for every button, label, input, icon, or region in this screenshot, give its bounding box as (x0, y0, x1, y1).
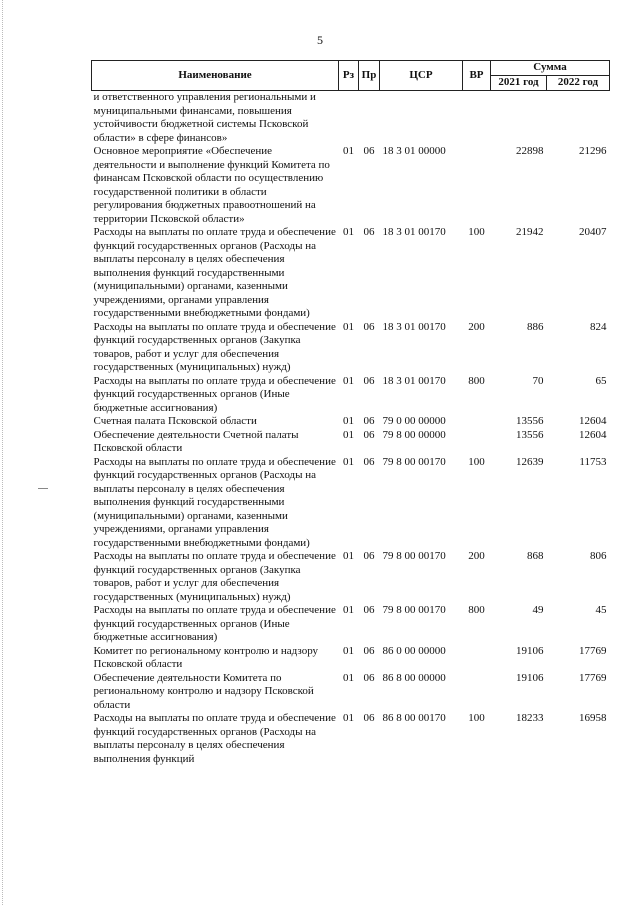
cell-vr: 100 (468, 226, 485, 238)
cell-csr: 79 8 00 00170 (382, 604, 446, 616)
cell-name: Расходы на выплаты по оплате труда и обеспечение функций государственных органов (Иные бюджетные ассигнования) (93, 604, 336, 643)
cell-pr: 06 (363, 428, 375, 441)
cell-sum-2021: 70 (532, 374, 544, 387)
cell-name: Расходы на выплаты по оплате труда и обеспечение функций государственных органов (Иные бюджетные ассигнования) (93, 374, 336, 414)
table-row (92, 456, 610, 551)
cell-sum-2021: 21942 (516, 226, 544, 238)
cell-vr (463, 645, 491, 672)
header-sum: Сумма (491, 61, 610, 76)
cell-pr: 06 (363, 415, 375, 427)
cell-csr (380, 91, 463, 146)
cell-pr: 06 (363, 644, 375, 657)
cell-vr: 200 (468, 550, 485, 562)
table-row (92, 226, 610, 321)
cell-pr: 06 (363, 550, 375, 562)
cell-sum-2021: 13556 (516, 428, 544, 441)
table-row (92, 145, 610, 226)
cell-rz (339, 91, 359, 146)
cell-name: и ответственного управления региональными и муниципальными финансами, повышения устойчивости бюджетной системы Псковской области» в сфере финансов» (93, 91, 316, 144)
cell-rz: 01 (343, 415, 354, 427)
table-row (92, 672, 610, 713)
cell-pr (359, 91, 380, 146)
table-row (92, 375, 610, 416)
cell-rz: 01 (343, 226, 354, 238)
cell-vr (463, 415, 491, 429)
cell-vr (463, 429, 491, 456)
cell-sum-2022: 824 (590, 320, 607, 333)
scan-edge (2, 0, 4, 905)
budget-table-container (91, 60, 609, 766)
cell-sum-2021: 13556 (516, 415, 544, 427)
cell-csr: 18 3 01 00170 (382, 374, 446, 387)
page-number: 5 (317, 33, 323, 47)
cell-pr: 06 (363, 226, 375, 238)
cell-sum-2021: 19106 (516, 644, 544, 657)
cell-rz: 01 (343, 712, 354, 724)
cell-name: Расходы на выплаты по оплате труда и обеспечение функций государственных органов (Закупка товаров, работ и услуг для обеспечения государственных (муниципальных) нужд) (93, 550, 336, 603)
cell-pr: 06 (363, 374, 375, 387)
cell-sum-2022: 45 (595, 604, 607, 616)
cell-csr: 86 0 00 00000 (382, 644, 446, 657)
cell-rz: 01 (343, 671, 354, 684)
cell-rz: 01 (343, 374, 354, 387)
cell-sum-2022: 21296 (579, 145, 607, 157)
cell-sum-2021: 18233 (516, 712, 544, 724)
cell-sum-2021 (491, 91, 547, 146)
cell-rz: 01 (343, 644, 354, 657)
cell-pr: 06 (363, 712, 375, 724)
cell-sum-2021: 886 (527, 320, 544, 333)
table-row (92, 712, 610, 766)
cell-rz: 01 (343, 455, 354, 468)
cell-name: Расходы на выплаты по оплате труда и обеспечение функций государственных органов (Расходы на выплаты персоналу в целях обеспечения выполнения функций государственными (муниципальными) органами, казенными учреждениями, органами управления государственными внебюджетными фондами) (93, 226, 336, 319)
cell-vr: 100 (468, 712, 485, 724)
cell-csr: 79 8 00 00170 (382, 550, 446, 562)
table-body (92, 91, 610, 767)
table-row (92, 604, 610, 645)
cell-vr: 200 (468, 320, 485, 333)
cell-rz: 01 (343, 604, 354, 616)
cell-vr (463, 145, 491, 226)
cell-sum-2021: 19106 (516, 671, 544, 684)
table-row (92, 321, 610, 375)
cell-pr: 06 (363, 455, 375, 468)
cell-sum-2021: 12639 (516, 455, 544, 468)
cell-pr: 06 (363, 604, 375, 616)
cell-vr: 100 (468, 455, 485, 468)
cell-sum-2021: 49 (532, 604, 544, 616)
cell-sum-2022: 806 (590, 550, 607, 562)
header-name: Наименование (92, 61, 339, 91)
cell-csr: 79 0 00 00000 (382, 415, 446, 427)
header-year-2022: 2022 год (547, 76, 610, 91)
cell-sum-2022: 20407 (579, 226, 607, 238)
cell-vr (463, 91, 491, 146)
table-row (92, 550, 610, 604)
cell-rz: 01 (343, 145, 354, 157)
cell-pr: 06 (363, 145, 375, 157)
cell-sum-2021: 868 (527, 550, 544, 562)
cell-sum-2022: 65 (595, 374, 607, 387)
cell-rz: 01 (343, 550, 354, 562)
table-row (92, 429, 610, 456)
cell-name: Счетная палата Псковской области (93, 415, 257, 427)
cell-name: Расходы на выплаты по оплате труда и обеспечение функций государственных органов (Закупка товаров, работ и услуг для обеспечения государственных (муниципальных) нужд) (93, 320, 336, 373)
cell-csr: 79 8 00 00000 (382, 428, 446, 441)
header-year-2021: 2021 год (491, 76, 547, 91)
cell-vr: 800 (468, 374, 485, 387)
cell-name: Обеспечение деятельности Счетной палаты Псковской области (93, 428, 299, 454)
cell-csr: 86 8 00 00000 (382, 671, 446, 684)
cell-name: Основное мероприятие «Обеспечение деятельности и выполнение функций Комитета по финансам Псковской области по осуществлению государственной политики в области регулирования бюджетных правоотношений на территории Псковской области» (93, 145, 330, 225)
header-csr: ЦСР (380, 61, 463, 91)
table-row (92, 645, 610, 672)
cell-rz: 01 (343, 428, 354, 441)
cell-csr: 79 8 00 00170 (382, 455, 446, 468)
cell-csr: 86 8 00 00170 (382, 712, 446, 724)
cell-sum-2022: 16958 (579, 712, 607, 724)
header-rz: Рз (339, 61, 359, 91)
cell-name: Расходы на выплаты по оплате труда и обеспечение функций государственных органов (Расходы на выплаты персоналу в целях обеспечения выполнения функций (93, 712, 336, 765)
cell-sum-2022: 17769 (579, 644, 607, 657)
cell-name: Расходы на выплаты по оплате труда и обеспечение функций государственных органов (Расходы на выплаты персоналу в целях обеспечения выполнения функций государственными (муниципальными) органами, казенными учреждениями, органами управления государственными внебюджетными фондами) (93, 455, 336, 549)
table-row (92, 91, 610, 146)
cell-pr: 06 (363, 671, 375, 684)
budget-table (91, 60, 610, 766)
cell-sum-2022: 17769 (579, 671, 607, 684)
cell-sum-2022: 11753 (579, 455, 607, 468)
cell-name: Комитет по региональному контролю и надзору Псковской области (93, 644, 319, 670)
cell-csr: 18 3 01 00000 (382, 145, 446, 157)
cell-pr: 06 (363, 320, 375, 333)
table-row (92, 415, 610, 429)
cell-sum-2022 (547, 91, 610, 146)
cell-csr: 18 3 01 00170 (382, 320, 446, 333)
cell-csr: 18 3 01 00170 (382, 226, 446, 238)
cell-sum-2022: 12604 (579, 415, 607, 427)
cell-rz: 01 (343, 320, 354, 333)
scan-mark (38, 488, 48, 489)
cell-name: Обеспечение деятельности Комитета по региональному контролю и надзору Псковской области (93, 671, 314, 711)
cell-vr (463, 672, 491, 713)
cell-sum-2022: 12604 (579, 428, 607, 441)
header-pr: Пр (359, 61, 380, 91)
cell-vr: 800 (468, 604, 485, 616)
cell-sum-2021: 22898 (516, 145, 544, 157)
header-vr: ВР (463, 61, 491, 91)
